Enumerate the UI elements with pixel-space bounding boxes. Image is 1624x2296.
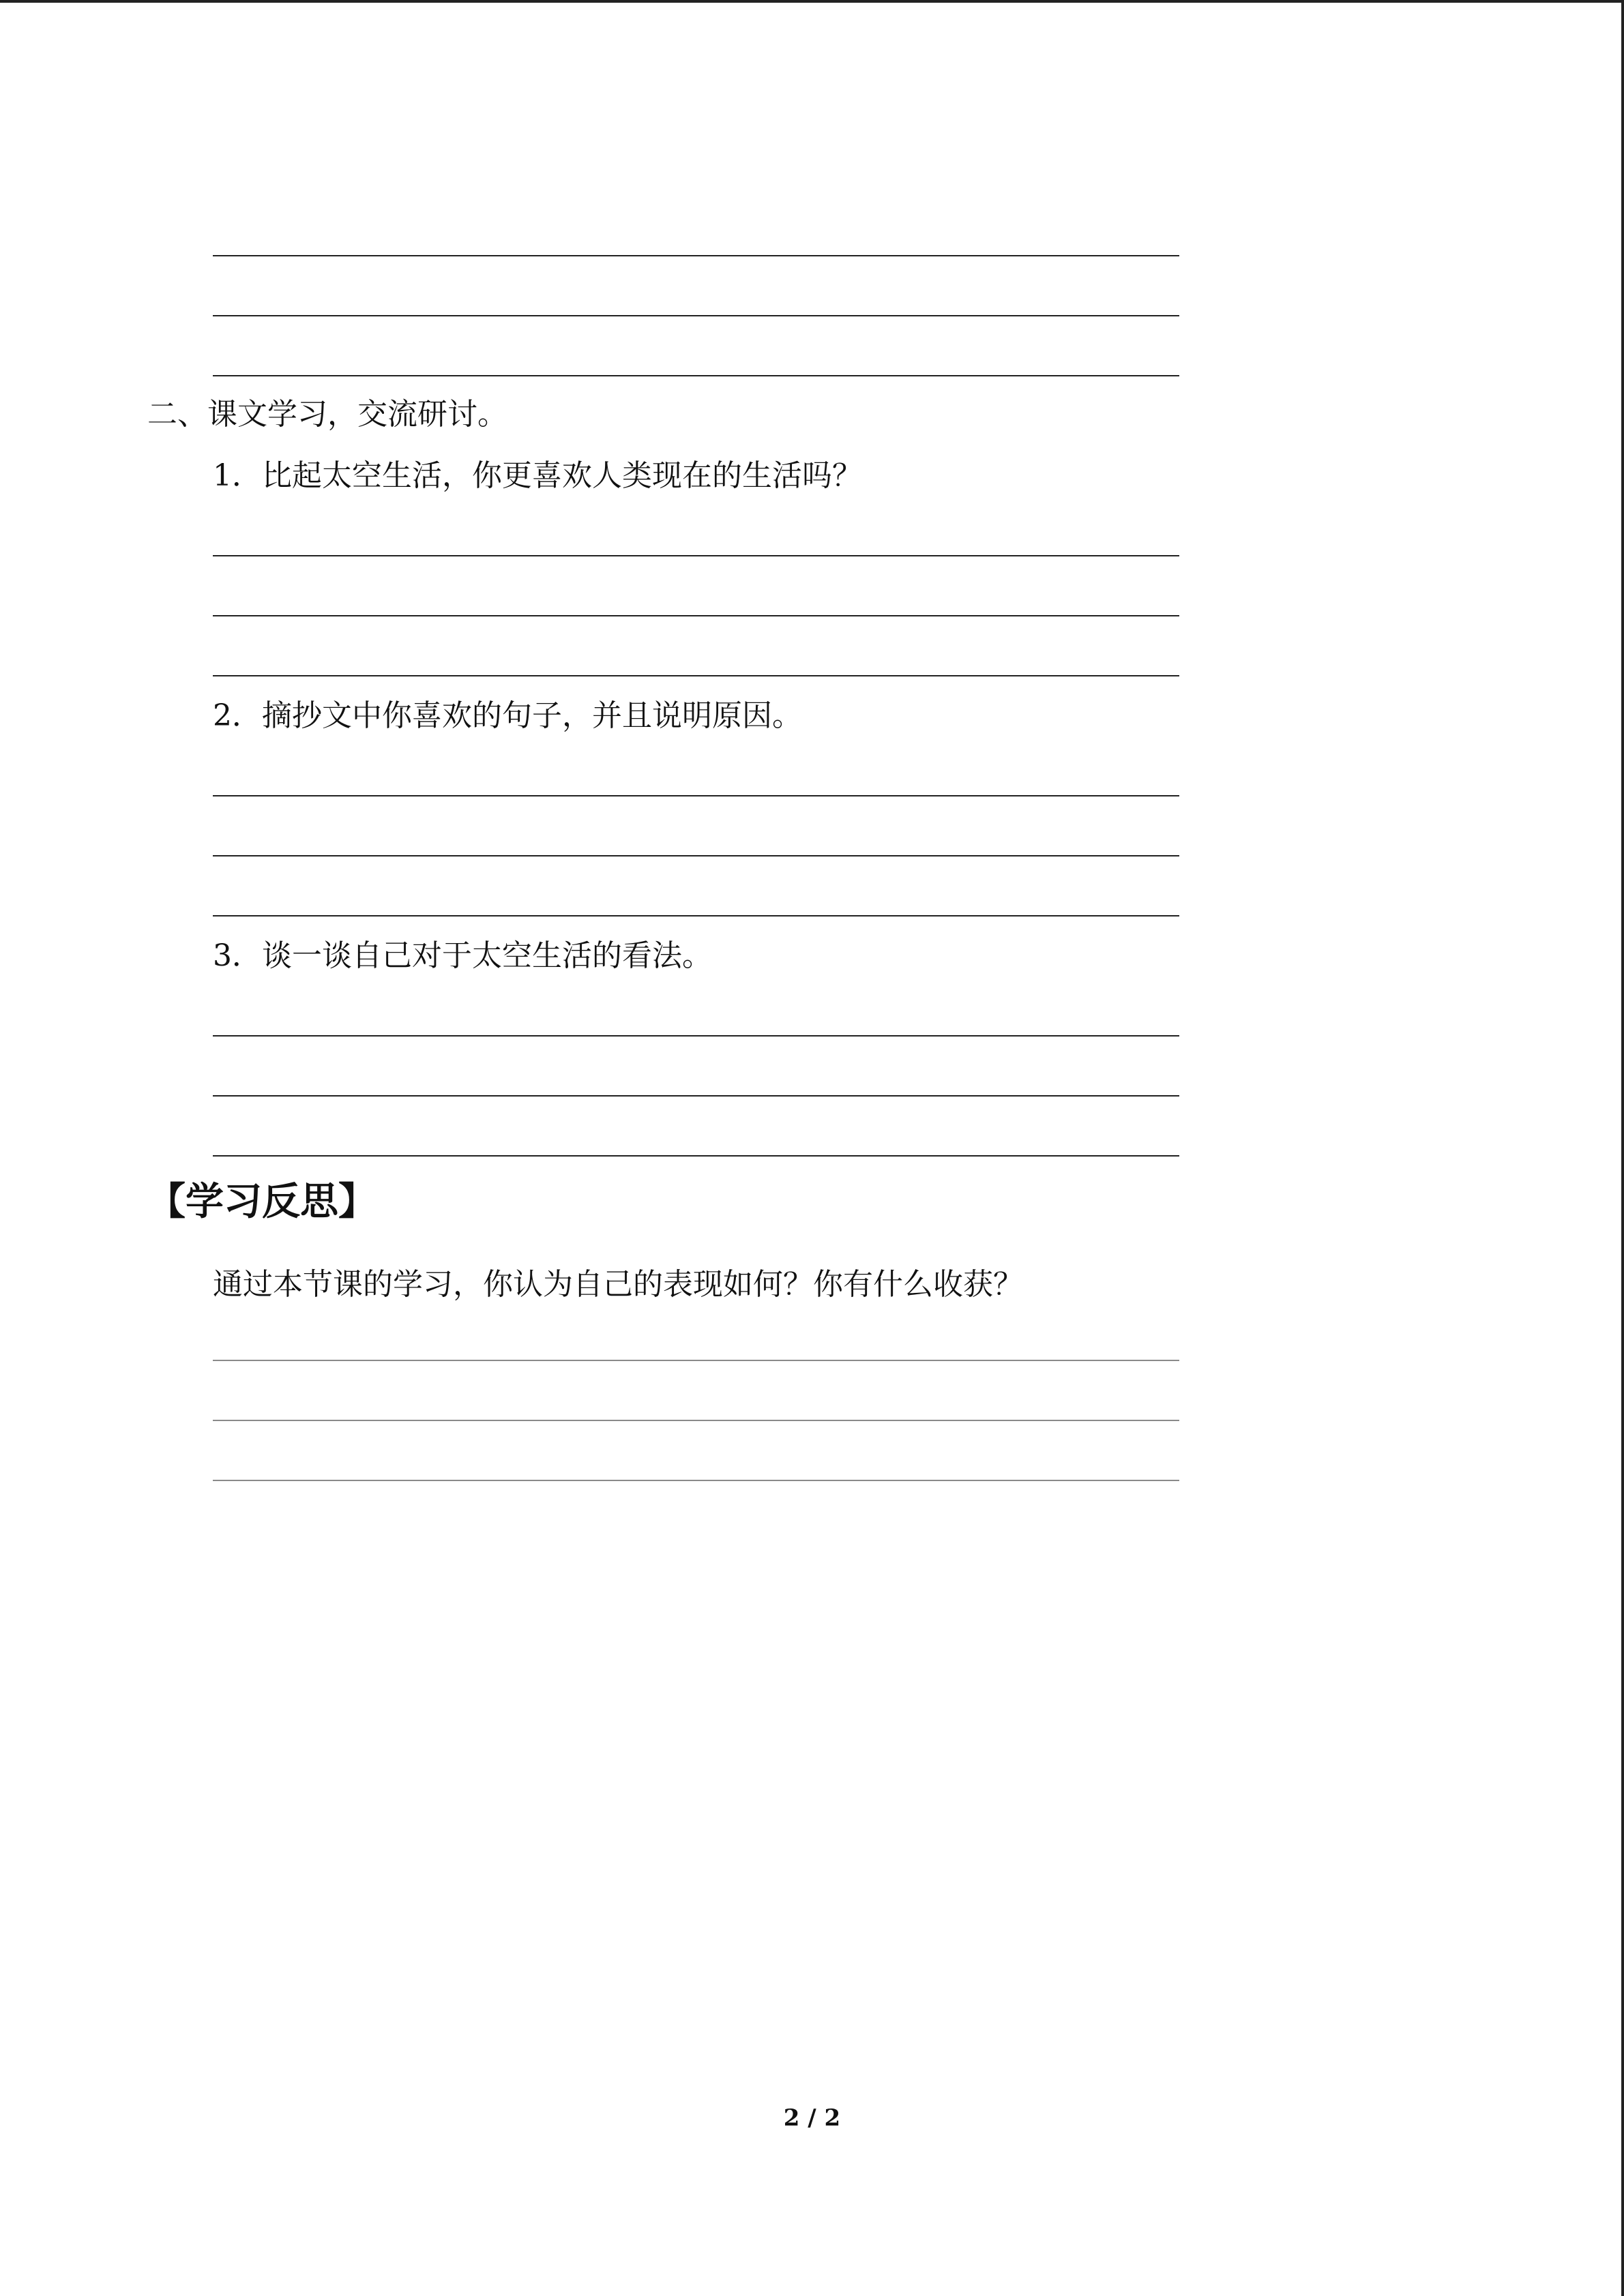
answer-line[interactable] [213,675,1179,676]
answer-line[interactable] [213,795,1179,796]
answer-line[interactable] [213,1360,1179,1361]
page-top-border [0,0,1624,3]
answer-line[interactable] [213,615,1179,616]
answer-line[interactable] [213,1035,1179,1037]
answer-line[interactable] [213,315,1179,316]
answer-line[interactable] [213,1420,1179,1421]
question-3: 3．谈一谈自己对于太空生活的看法。 [213,938,712,973]
answer-line[interactable] [213,1155,1179,1157]
answer-line[interactable] [213,375,1179,376]
page-right-border [1621,0,1624,2296]
answer-line[interactable] [213,1095,1179,1097]
reflection-prompt: 通过本节课的学习，你认为自己的表现如何？你有什么收获？ [213,1267,1023,1302]
answer-line[interactable] [213,855,1179,856]
question-1: 1．比起太空生活，你更喜欢人类现在的生活吗？ [213,458,862,493]
page-number: 2 / 2 [783,2104,841,2132]
answer-line[interactable] [213,915,1179,916]
question-2: 2．摘抄文中你喜欢的句子，并且说明原因。 [213,698,802,733]
answer-line[interactable] [213,1480,1179,1481]
reflection-heading: 【学习反思】 [147,1180,377,1224]
answer-line[interactable] [213,555,1179,556]
section-title: 二、课文学习，交流研讨。 [147,397,507,432]
answer-line[interactable] [213,255,1179,256]
